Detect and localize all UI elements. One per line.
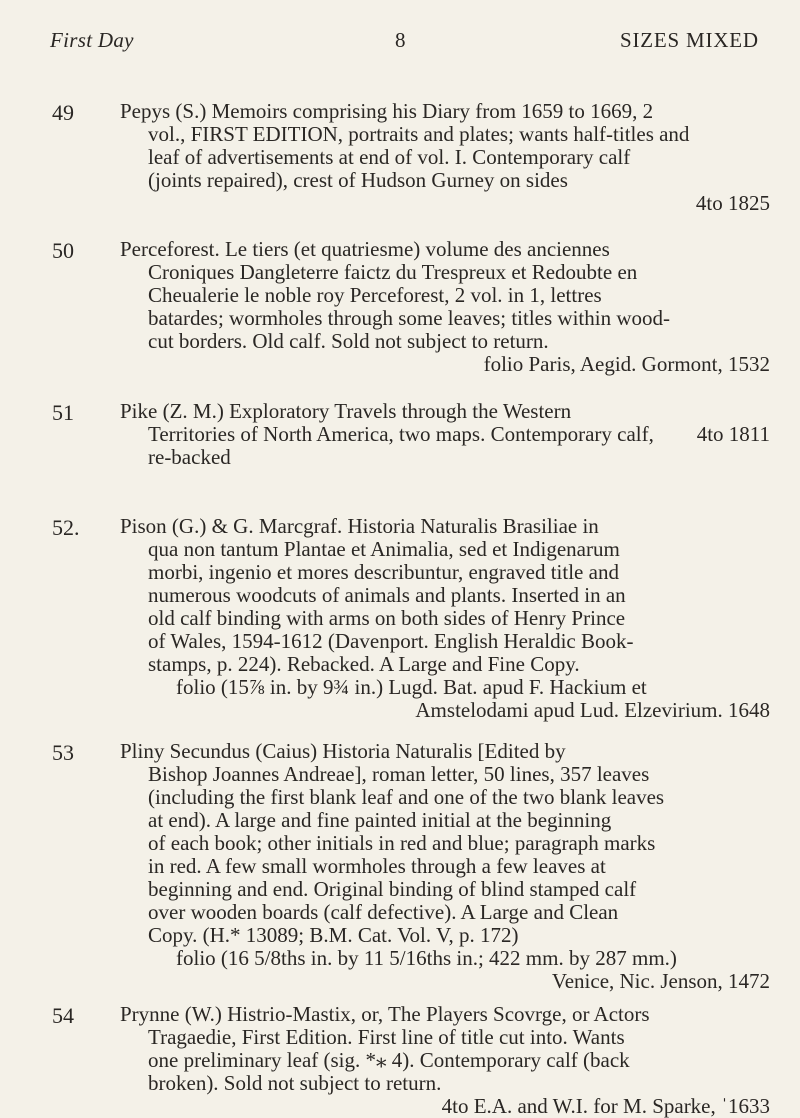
header-section: SIZES MIXED xyxy=(620,28,759,52)
lot-description xyxy=(120,400,774,469)
lot-line: Territories of North America, two maps. Contemporary calf, xyxy=(148,422,654,446)
page-number: 8 xyxy=(395,28,406,52)
lot-line: Perceforest. Le tiers (et quatriesme) volume des anciennes xyxy=(120,237,610,261)
lot-line: at end). A large and fine painted initial at the beginning xyxy=(148,808,612,832)
lot-line: Pliny Secundus (Caius) Historia Naturalis [Edited by xyxy=(120,739,566,763)
lot-line: leaf of advertisements at end of vol. I. Contemporary calf xyxy=(148,145,631,169)
lot-line: Pike (Z. M.) Exploratory Travels through the Western xyxy=(120,399,572,423)
lot-line: batardes; wormholes through some leaves; titles within wood- xyxy=(148,306,670,330)
lot-description xyxy=(120,100,774,215)
lot-line: of each book; other initials in red and blue; paragraph marks xyxy=(148,831,656,855)
lot-line: numerous woodcuts of animals and plants. Inserted in an xyxy=(148,583,626,607)
lot-line: stamps, p. 224). Rebacked. A Large and Fine Copy. xyxy=(148,652,580,676)
lot-number: 54 xyxy=(52,1003,74,1028)
lot-description xyxy=(120,515,774,722)
lot-line: Copy. (H.* 13089; B.M. Cat. Vol. V, p. 172) xyxy=(148,923,519,947)
lot-line: (including the first blank leaf and one of the two blank leaves xyxy=(148,785,665,809)
lot-description xyxy=(120,238,774,376)
lot-line: (joints repaired), crest of Hudson Gurney on sides xyxy=(148,168,568,192)
lot-imprint: 4to 1825 xyxy=(695,191,770,215)
lot-number: 53 xyxy=(52,740,74,765)
lot-line: re-backed xyxy=(148,445,231,469)
lot-line: Cheualerie le noble roy Perceforest, 2 vol. in 1, lettres xyxy=(148,283,602,307)
lot-line: Bishop Joannes Andreae], roman letter, 50 lines, 357 leaves xyxy=(148,762,650,786)
lot-imprint: Venice, Nic. Jenson, 1472 xyxy=(551,969,770,993)
lot-line: over wooden boards (calf defective). A Large and Clean xyxy=(148,900,619,924)
lot-number: 51 xyxy=(52,400,74,425)
lot-line: one preliminary leaf (sig. *⁎ 4). Contemporary calf (back xyxy=(148,1048,630,1072)
lot-line: Pison (G.) & G. Marcgraf. Historia Naturalis Brasiliae in xyxy=(120,514,599,538)
lot-line: old calf binding with arms on both sides of Henry Prince xyxy=(148,606,626,630)
lot-line: beginning and end. Original binding of blind stamped calf xyxy=(148,877,637,901)
header-day: First Day xyxy=(50,28,134,52)
lot-imprint: 4to 1811 xyxy=(696,422,770,446)
lot-description xyxy=(120,740,774,993)
lot-line: broken). Sold not subject to return. xyxy=(148,1071,442,1095)
lot-imprint: 4to E.A. and W.I. for M. Sparke, ˈ1633 xyxy=(441,1094,770,1118)
lot-line: folio (15⅞ in. by 9¾ in.) Lugd. Bat. apud F. Hackium et xyxy=(176,675,647,699)
lot-line: cut borders. Old calf. Sold not subject to return. xyxy=(148,329,549,353)
lot-imprint: Amstelodami apud Lud. Elzevirium. 1648 xyxy=(415,698,770,722)
lot-line: in red. A few small wormholes through a few leaves at xyxy=(148,854,606,878)
lot-number: 49 xyxy=(52,100,74,125)
lot-line: folio (16 5/8ths in. by 11 5/16ths in.; 422 mm. by 287 mm.) xyxy=(176,946,677,970)
lot-line: morbi, ingenio et mores describuntur, engraved title and xyxy=(148,560,619,584)
lot-number: 52. xyxy=(52,515,80,540)
lot-line: qua non tantum Plantae et Animalia, sed et Indigenarum xyxy=(148,537,620,561)
lot-line: vol., FIRST EDITION, portraits and plates; wants half-titles and xyxy=(148,122,690,146)
page-header xyxy=(0,28,800,58)
lot-line: of Wales, 1594-1612 (Davenport. English Heraldic Book- xyxy=(148,629,634,653)
lot-line: Croniques Dangleterre faictz du Trespreux et Redoubte en xyxy=(148,260,638,284)
lot-imprint: folio Paris, Aegid. Gormont, 1532 xyxy=(483,352,770,376)
lot-line: Pepys (S.) Memoirs comprising his Diary from 1659 to 1669, 2 xyxy=(120,99,654,123)
lot-number: 50 xyxy=(52,238,74,263)
lot-description xyxy=(120,1003,774,1118)
lot-line: Tragaedie, First Edition. First line of title cut into. Wants xyxy=(148,1025,625,1049)
lot-line: Prynne (W.) Histrio-Mastix, or, The Players Scovrge, or Actors xyxy=(120,1002,650,1026)
